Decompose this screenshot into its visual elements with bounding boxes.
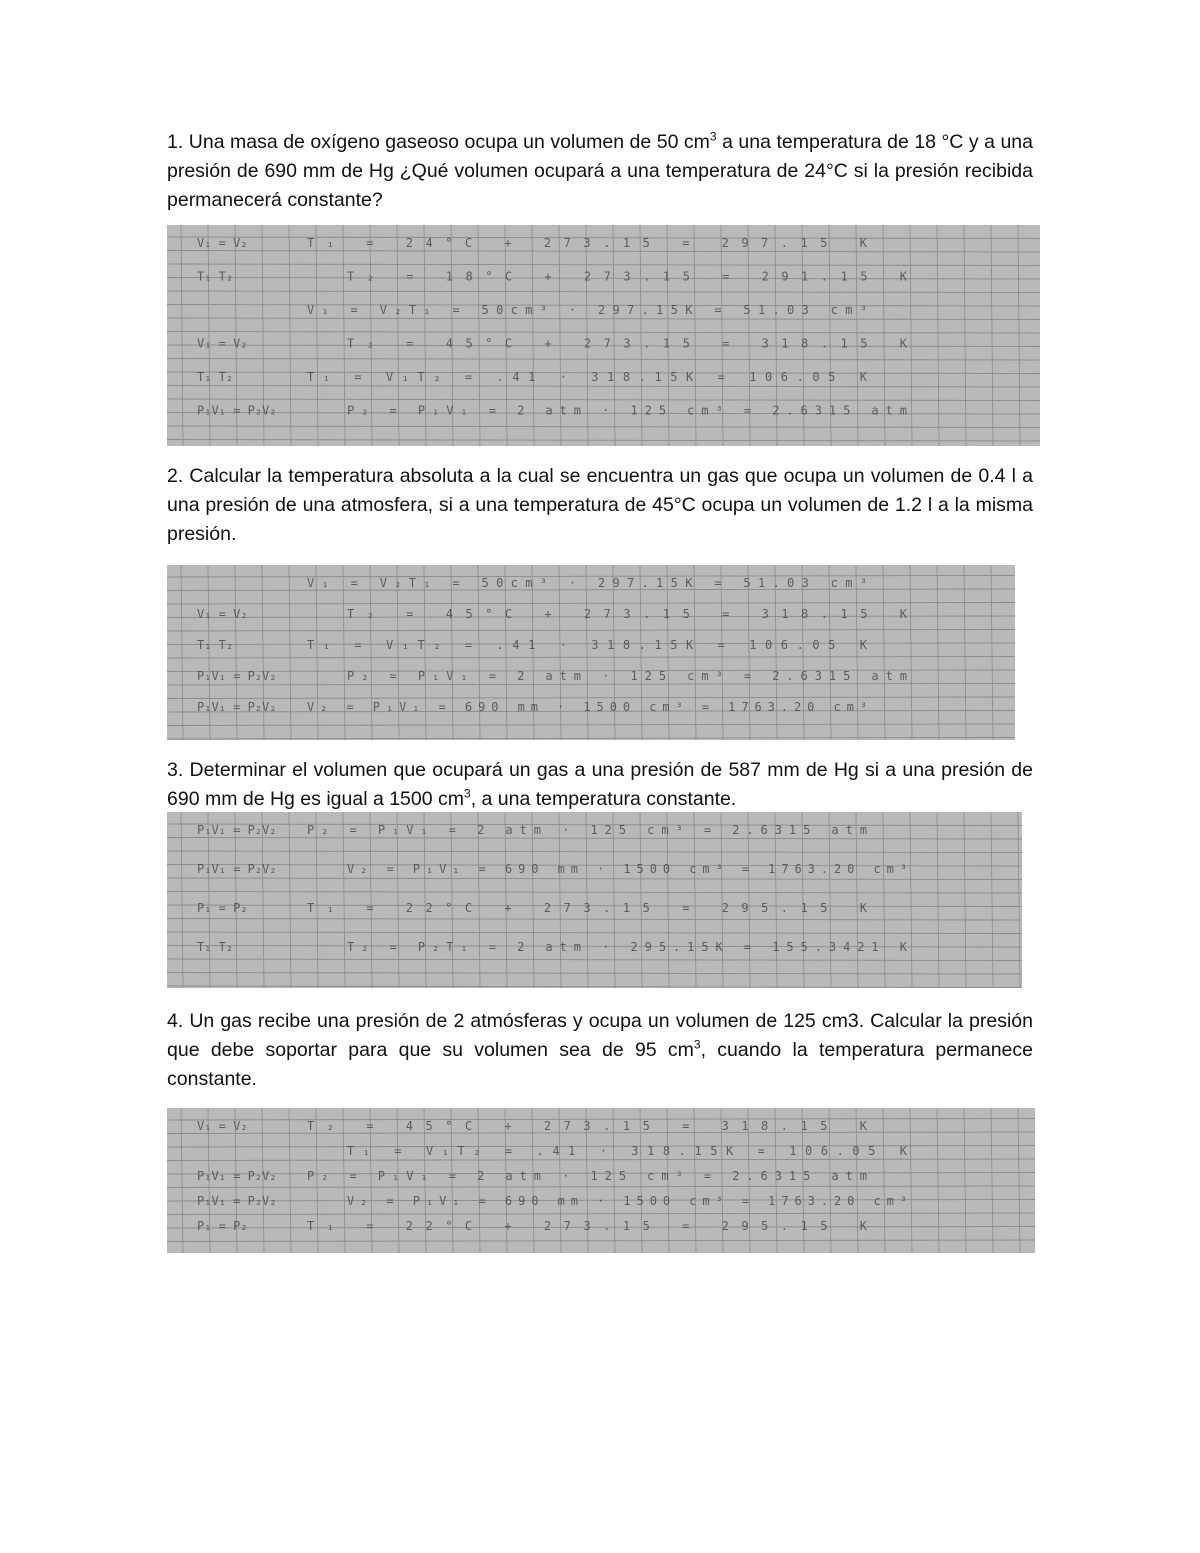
- problem-1-text: [167, 128, 1033, 215]
- problem-1-text-a: 1. Una masa de oxígeno gaseoso ocupa un volumen de 50 cm: [167, 131, 710, 153]
- handwritten-left-formula: V₁ = V₂: [197, 1119, 248, 1133]
- handwritten-left-formula: T₁ T₂: [197, 370, 234, 384]
- handwritten-left-formula: P₁V₁ = P₂V₂: [197, 1194, 277, 1208]
- problem-1-handwritten-photo: [167, 225, 1040, 446]
- graph-paper: [167, 1108, 1035, 1253]
- problem-2-handwritten-photo: [167, 565, 1015, 740]
- problem-2-text-a: 2. Calcular la temperatura absoluta a la cual se encuentra un gas que ocupa un volumen de 0.4 l a una presión de una atmosfera, si a una temperatura de 45°C ocupa un volumen de 1.2 l a la misma presión.: [167, 465, 1033, 545]
- handwritten-right-formula: V₁ = V₂T₁ = 50cm³ · 297.15K = 51.03 cm³: [307, 576, 867, 590]
- graph-paper: [167, 225, 1040, 446]
- problem-1-text-b: a una temperatura de 18 °C y a una presión de 690 mm de Hg ¿Qué volumen ocupará a una temperatura de 24°C si la presión recibida permanecerá constante?: [167, 131, 1033, 211]
- problem-4-text-a: 4. Un gas recibe una presión de 2 atmósferas y ocupa un volumen de 125 cm3. Calcular la presión que debe soportar para que su volumen sea de 95 cm: [167, 1010, 1033, 1061]
- handwritten-right-formula: T₁ = 22°C + 273.15 = 295.15 K: [307, 1219, 867, 1233]
- handwritten-left-formula: V₁ = V₂: [197, 336, 248, 351]
- handwritten-right-formula: T₂ = 45°C + 273.15 = 318.15 K: [347, 607, 907, 621]
- handwritten-left-formula: T₁ T₂: [197, 638, 234, 652]
- handwritten-right-formula: T₂ = 18°C + 273.15 = 291.15 K: [347, 269, 907, 284]
- problem-2-text: [167, 462, 1033, 549]
- handwritten-left-formula: V₁ = V₂: [197, 607, 248, 621]
- handwritten-left-formula: P₁V₁ = P₂V₂: [197, 823, 277, 837]
- problem-4-text: [167, 1007, 1033, 1094]
- problem-3-text-a: 3. Determinar el volumen que ocupará un gas a una presión de 587 mm de Hg si a una presión de 690 mm de Hg es igual a 1500 cm: [167, 759, 1033, 810]
- handwritten-right-formula: V₂ = P₁V₁ = 690 mm · 1500 cm³ = 1763.20 cm³: [347, 1194, 907, 1208]
- handwritten-right-formula: P₂ = P₁V₁ = 2 atm · 125 cm³ = 2.6315 atm: [347, 669, 907, 683]
- handwritten-right-formula: T₁ = V₁T₂ = .41 · 318.15K = 106.05 K: [307, 370, 867, 384]
- problem-3-superscript: 3: [464, 786, 471, 801]
- handwritten-left-formula: T₁ T₂: [197, 940, 234, 954]
- handwritten-right-formula: T₂ = 45°C + 273.15 = 318.15 K: [347, 336, 907, 351]
- handwritten-right-formula: T₂ = 45°C + 273.15 = 318.15 K: [307, 1119, 867, 1133]
- handwritten-right-formula: T₁ = V₁T₂ = .41 · 318.15K = 106.05 K: [347, 1144, 907, 1158]
- handwritten-right-formula: P₂ = P₁V₁ = 2 atm · 125 cm³ = 2.6315 atm: [307, 823, 867, 837]
- handwritten-left-formula: P₁V₁ = P₂V₂: [197, 669, 277, 683]
- problem-1-superscript: 3: [709, 129, 717, 144]
- graph-paper: [167, 565, 1015, 740]
- handwritten-right-formula: T₁ = 24°C + 273.15 = 297.15 K: [307, 236, 867, 250]
- handwritten-left-formula: P₁V₁ = P₂V₂: [197, 403, 277, 418]
- problem-4-handwritten-photo: [167, 1108, 1035, 1253]
- handwritten-left-formula: P₁ = P₂: [197, 901, 248, 915]
- problem-3-text: [167, 756, 1033, 814]
- problem-4-text-b: , cuando la temperatura permanece constante.: [167, 1039, 1033, 1090]
- handwritten-left-formula: P₁ = P₂: [197, 1219, 248, 1233]
- handwritten-right-formula: P₂ = P₁V₁ = 2 atm · 125 cm³ = 2.6315 atm: [307, 1169, 867, 1183]
- handwritten-right-formula: V₂ = P₁V₁ = 690 mm · 1500 cm³ = 1763.20 cm³: [347, 862, 907, 876]
- handwritten-right-formula: T₁ = 22°C + 273.15 = 295.15 K: [307, 901, 867, 915]
- handwritten-right-formula: T₂ = P₂T₁ = 2 atm · 295.15K = 155.3421 K: [347, 940, 907, 954]
- handwritten-right-formula: P₂ = P₁V₁ = 2 atm · 125 cm³ = 2.6315 atm: [347, 403, 907, 418]
- handwritten-right-formula: T₁ = V₁T₂ = .41 · 318.15K = 106.05 K: [307, 638, 867, 652]
- graph-paper: [167, 812, 1022, 988]
- handwritten-left-formula: T₁ T₂: [197, 269, 234, 284]
- handwritten-left-formula: P₁V₁ = P₂V₂: [197, 862, 277, 876]
- handwritten-right-formula: V₁ = V₂T₁ = 50cm³ · 297.15K = 51.03 cm³: [307, 303, 867, 317]
- handwritten-left-formula: P₁V₁ = P₂V₂: [197, 700, 277, 714]
- problem-3-text-b: , a una temperatura constante.: [470, 788, 737, 810]
- problem-3-handwritten-photo: [167, 812, 1022, 988]
- problem-4-superscript: 3: [693, 1037, 701, 1052]
- handwritten-right-formula: V₂ = P₁V₁ = 690 mm · 1500 cm³ = 1763.20 cm³: [307, 700, 867, 714]
- handwritten-left-formula: P₁V₁ = P₂V₂: [197, 1169, 277, 1183]
- handwritten-left-formula: V₁ = V₂: [197, 236, 248, 250]
